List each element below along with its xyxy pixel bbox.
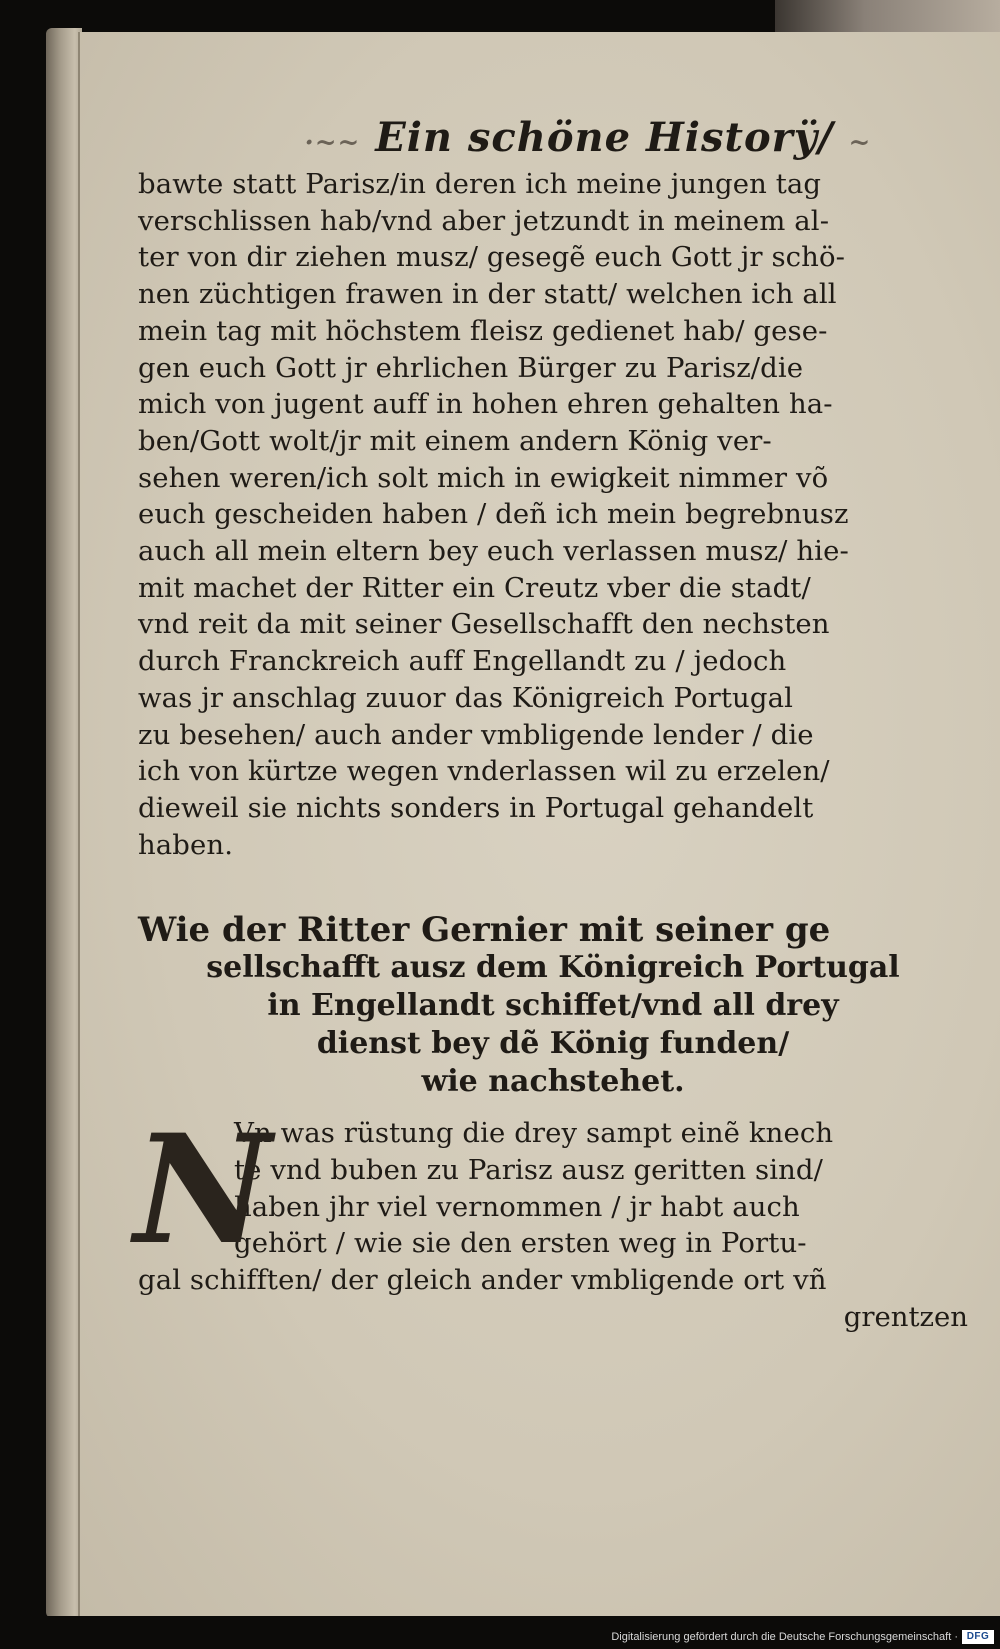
adjacent-book-edge bbox=[775, 0, 1000, 34]
heading-line: Wie der Ritter Gernier mit seiner ge bbox=[138, 910, 831, 951]
heading-line: wie nachstehet. bbox=[421, 1064, 685, 1100]
text-line: gal schifften/ der gleich ander vmbligende ort vñ bbox=[138, 1264, 827, 1297]
text-line: gen euch Gott jr ehrlichen Bürger zu Parisz/die bbox=[138, 351, 804, 384]
running-head-text: Ein schöne Historÿ/ bbox=[375, 114, 834, 161]
text-line: auch all mein eltern bey euch verlassen musz/ hie- bbox=[138, 535, 849, 568]
chapter-heading bbox=[138, 911, 968, 1101]
heading-line: sellschafft ausz dem Königreich Portugal bbox=[206, 950, 900, 986]
text-line: durch Franckreich auff Engellandt zu / jedoch bbox=[138, 645, 787, 678]
text-line: haben jhr viel vernommen / jr habt auch bbox=[234, 1190, 800, 1223]
text-line: ben/Gott wolt/jr mit einem andern König ver- bbox=[138, 424, 772, 457]
text-line: sehen weren/ich solt mich in ewigkeit nimmer võ bbox=[138, 461, 829, 494]
text-line: mich von jugent auff in hohen ehren gehalten ha- bbox=[138, 388, 833, 421]
footer-bar bbox=[0, 1616, 1000, 1649]
decorated-initial: N bbox=[134, 1102, 272, 1279]
ornament-right-icon: ~ bbox=[848, 128, 872, 158]
text-line: ter von dir ziehen musz/ gesegẽ euch Gott jr schö- bbox=[138, 241, 846, 274]
heading-line: in Engellandt schiffet/vnd all drey bbox=[267, 988, 839, 1024]
text-line: Vn was rüstung die drey sampt einẽ knech bbox=[234, 1117, 834, 1150]
text-line: haben. bbox=[138, 828, 234, 861]
text-line: bawte statt Parisz/in deren ich meine jungen tag bbox=[138, 168, 822, 200]
text-line: mein tag mit höchstem fleisz gedienet hab/ gese- bbox=[138, 314, 828, 347]
catchword: grentzen bbox=[843, 1300, 968, 1333]
text-line: dieweil sie nichts sonders in Portugal gehandelt bbox=[138, 791, 814, 824]
text-column bbox=[134, 110, 968, 1335]
text-line: gehört / wie sie den ersten weg in Portu- bbox=[234, 1227, 807, 1260]
text-line: te vnd buben zu Parisz ausz geritten sind/ bbox=[234, 1154, 823, 1187]
running-head bbox=[208, 110, 968, 166]
funding-credit: Digitalisierung gefördert durch die Deutsche Forschungsgemeinschaft · bbox=[611, 1631, 958, 1643]
chapter-body bbox=[134, 1102, 968, 1335]
ornament-left-icon: ·~~ bbox=[304, 128, 361, 158]
heading-line: dienst bey dẽ König funden/ bbox=[316, 1026, 790, 1062]
text-line: was jr anschlag zuuor das Königreich Portugal bbox=[138, 681, 793, 714]
text-line: verschlissen hab/vnd aber jetzundt in meinem al- bbox=[138, 204, 830, 237]
text-line: euch gescheiden haben / deñ ich mein begrebnusz bbox=[138, 498, 849, 531]
text-line: zu besehen/ auch ander vmbligende lender / die bbox=[138, 718, 814, 751]
body-text bbox=[138, 166, 968, 863]
text-line: nen züchtigen frawen in der statt/ welchen ich all bbox=[138, 278, 837, 311]
page-stack-edge bbox=[46, 28, 82, 1618]
text-line: mit machet der Ritter ein Creutz vber die stadt/ bbox=[138, 571, 811, 604]
text-line: ich von kürtze wegen vnderlassen wil zu erzelen/ bbox=[138, 755, 830, 788]
dfg-logo-icon: DFG bbox=[962, 1630, 994, 1644]
text-line: vnd reit da mit seiner Gesellschafft den nechsten bbox=[138, 608, 830, 641]
